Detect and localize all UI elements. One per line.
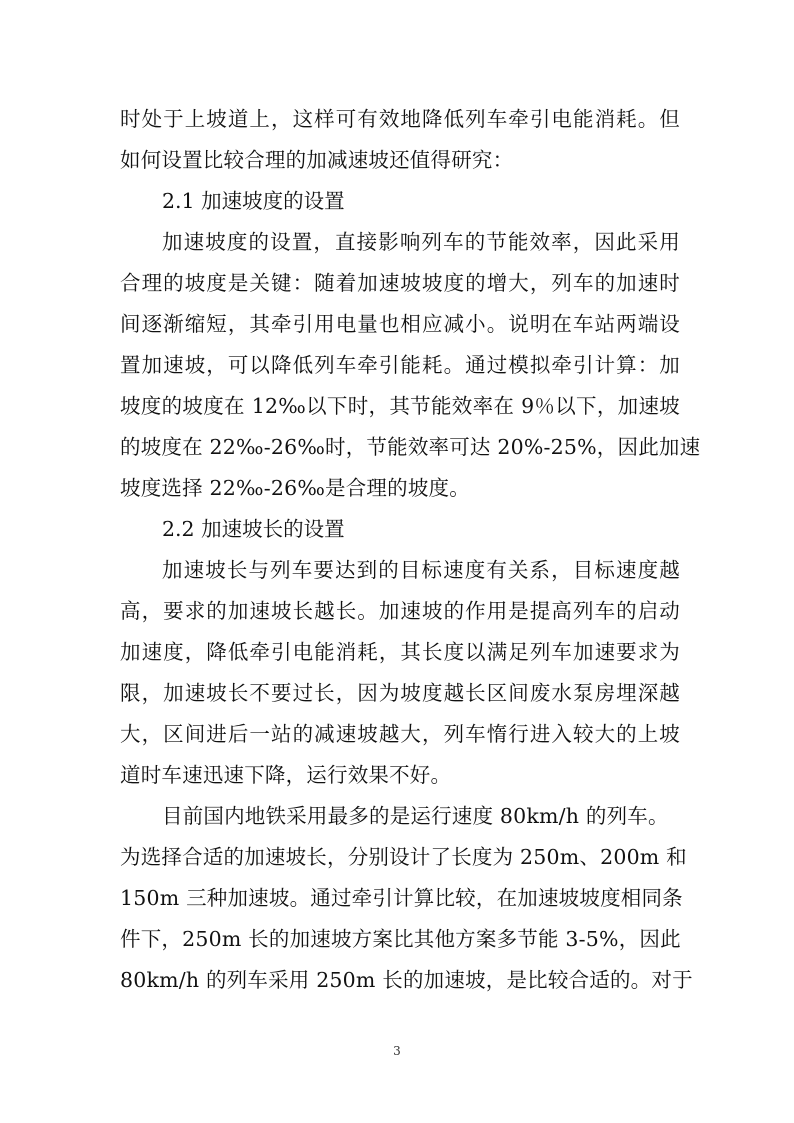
body-text-line: 为选择合适的加速坡长，分别设计了长度为 250m、200m 和 [120,845,687,869]
body-text-line: 目前国内地铁采用最多的是运行速度 80km/h 的列车。 [162,804,669,828]
body-text-line: 限，加速坡长不要过长，因为坡度越长区间废水泵房埋深越 [120,681,680,705]
page-number: 3 [393,1044,401,1058]
body-text-line: 加速坡度的设置，直接影响列车的节能效率，因此采用 [162,230,680,254]
body-text-line: 加速度，降低牵引电能消耗，其长度以满足列车加速要求为 [120,640,680,664]
body-text-line: 合理的坡度是关键：随着加速坡坡度的增大，列车的加速时 [120,271,680,295]
body-text-line: 件下，250m 长的加速坡方案比其他方案多节能 3-5%，因此 [120,927,681,951]
body-text-line: 如何设置比较合理的加减速坡还值得研究： [120,148,514,172]
body-text-line: 坡度选择 22‰-26‰是合理的坡度。 [120,476,470,500]
body-text-line: 间逐渐缩短，其牵引用电量也相应减小。说明在车站两端设 [120,312,680,336]
body-text-line: 高，要求的加速坡长越长。加速坡的作用是提高列车的启动 [120,599,680,623]
section-heading-acceleration-length: 2.2 加速坡长的设置 [162,517,345,541]
section-heading-acceleration-gradient: 2.1 加速坡度的设置 [162,189,345,213]
body-text-line: 置加速坡，可以降低列车牵引能耗。通过模拟牵引计算：加 [120,353,680,377]
body-text-line: 大，区间进后一站的减速坡越大，列车惰行进入较大的上坡 [120,722,680,746]
body-text-line: 加速坡长与列车要达到的目标速度有关系，目标速度越 [162,558,680,582]
body-text-line: 时处于上坡道上，这样可有效地降低列车牵引电能消耗。但 [120,107,680,131]
body-text-line: 坡度的坡度在 12‰以下时，其节能效率在 9％以下，加速坡 [120,394,680,418]
body-text-line: 道时车速迅速下降，运行效果不好。 [120,763,452,787]
body-text-line: 的坡度在 22‰-26‰时，节能效率可达 20%-25%，因此加速 [120,435,701,459]
body-text-line: 80km/h 的列车采用 250m 长的加速坡，是比较合适的。对于 [120,968,693,992]
body-text-line: 150m 三种加速坡。通过牵引计算比较，在加速坡坡度相同条 [120,886,683,910]
